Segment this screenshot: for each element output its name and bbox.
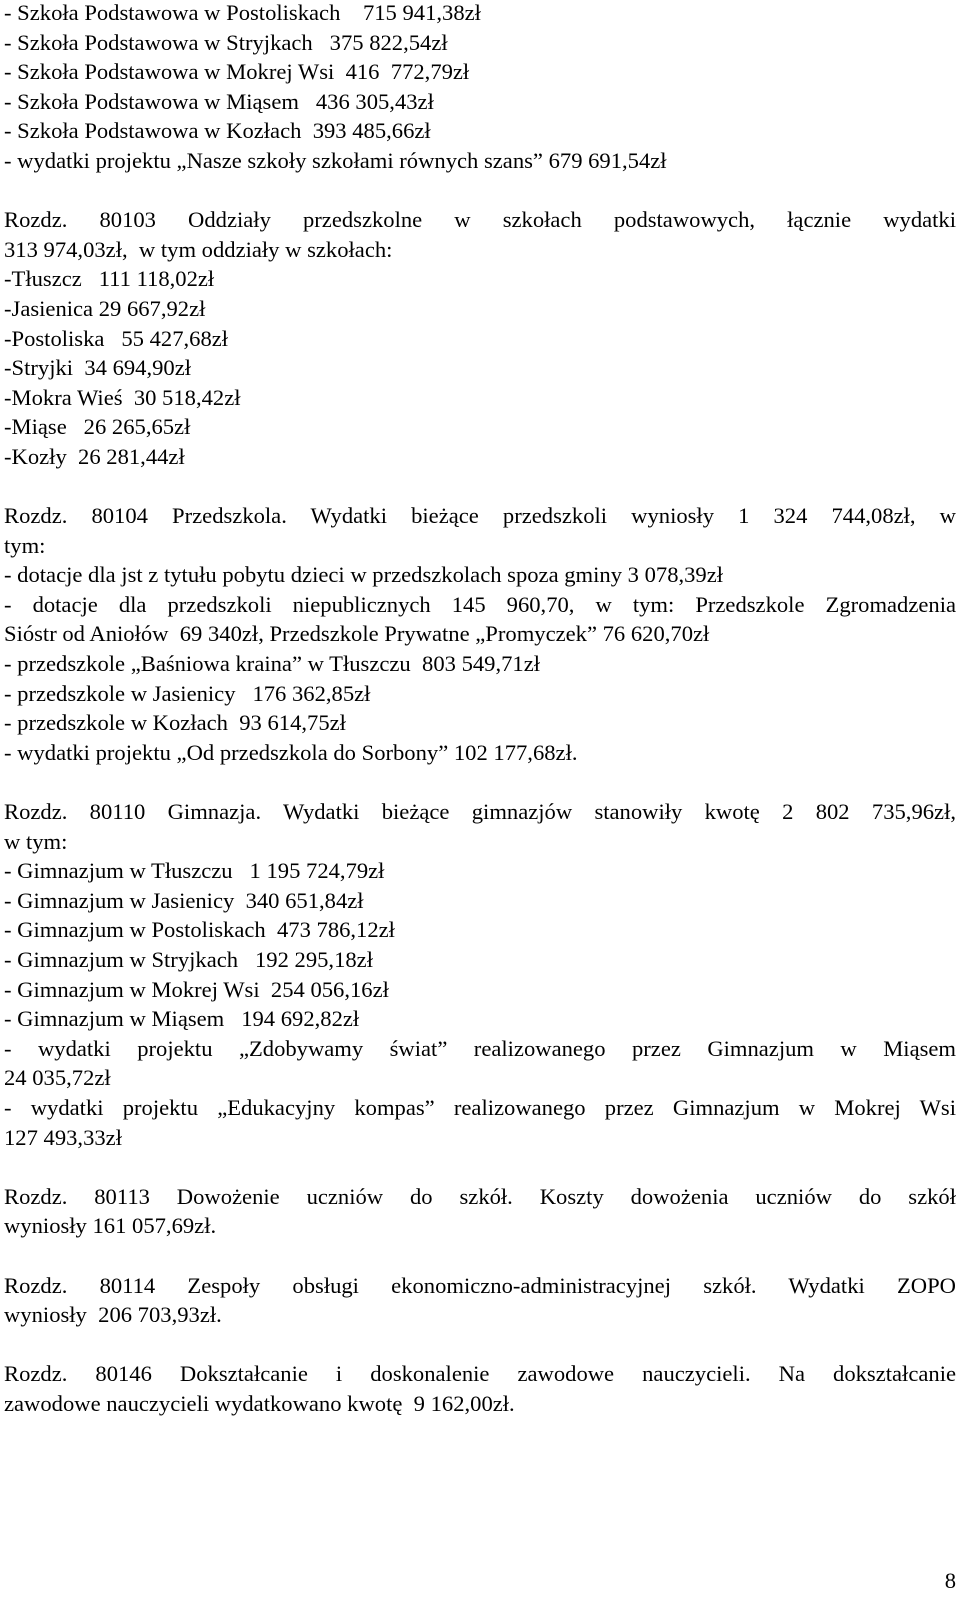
text-line: - Gimnazjum w Stryjkach 192 295,18zł	[4, 947, 373, 972]
text-line: - Gimnazjum w Miąsem 194 692,82zł	[4, 1006, 360, 1032]
text-line: - Gimnazjum w Postoliskach 473 786,12zł	[4, 917, 395, 943]
text-line: zawodowe nauczycieli wydatkowano kwotę 9 162,00zł.	[4, 1390, 515, 1416]
text-line: - Szkoła Podstawowa w Mokrej Wsi 416 772,79zł	[4, 59, 470, 85]
text-line: Rozdz. 80113 Dowożenie uczniów do szkół. Koszty dowożenia uczniów do szkół	[4, 1183, 956, 1209]
text-line: Rozdz. 80104 Przedszkola. Wydatki bieżące przedszkoli wyniosły 1 324 744,08zł, w	[4, 503, 956, 529]
section-rozdz-80114	[4, 1271, 956, 1330]
text-line: Rozdz. 80103 Oddziały przedszkolne w szkołach podstawowych, łącznie wydatki	[4, 207, 956, 233]
text-line: - Gimnazjum w Jasienicy 340 651,84zł	[4, 887, 364, 913]
paragraph-gap	[4, 176, 956, 206]
text-line: 313 974,03zł, w tym oddziały w szkołach:	[4, 236, 393, 262]
text-line: - Szkoła Podstawowa w Miąsem 436 305,43zł	[4, 88, 434, 114]
section-schools-end	[4, 0, 956, 176]
paragraph-gap	[4, 1330, 956, 1360]
text-line: - przedszkole „Baśniowa kraina” w Tłuszczu 803 549,71zł	[4, 651, 541, 677]
text-line: wyniosły 161 057,69zł.	[4, 1213, 217, 1239]
text-line: -Postoliska 55 427,68zł	[4, 325, 229, 351]
text-line: - dotacje dla jst z tytułu pobytu dzieci w przedszkolach spoza gminy 3 078,39zł	[4, 562, 724, 588]
text-line: - Szkoła Podstawowa w Stryjkach 375 822,54zł	[4, 29, 448, 55]
paragraph-gap	[4, 767, 956, 797]
section-rozdz-80113	[4, 1182, 956, 1241]
text-line: 127 493,33zł	[4, 1124, 122, 1150]
text-line: Rozdz. 80110 Gimnazja. Wydatki bieżące gimnazjów stanowiły kwotę 2 802 735,96zł,	[4, 799, 956, 825]
text-line: -Kozły 26 281,44zł	[4, 443, 185, 469]
text-line: -Jasienica 29 667,92zł	[4, 295, 206, 321]
page-number: 8	[944, 1568, 956, 1593]
text-line: - wydatki projektu „Od przedszkola do Sorbony” 102 177,68zł.	[4, 739, 578, 765]
text-line: 24 035,72zł	[4, 1065, 111, 1091]
paragraph-gap	[4, 472, 956, 502]
text-line: - Gimnazjum w Mokrej Wsi 254 056,16zł	[4, 976, 389, 1002]
section-rozdz-80146	[4, 1359, 956, 1418]
paragraph-gap	[4, 1241, 956, 1271]
section-rozdz-80104	[4, 501, 956, 767]
text-line: Rozdz. 80146 Dokształcanie i doskonalenie zawodowe nauczycieli. Na dokształcanie	[4, 1361, 956, 1387]
text-line: - Gimnazjum w Tłuszczu 1 195 724,79zł	[4, 858, 385, 884]
text-line: tym:	[4, 532, 46, 558]
text-line: -Miąse 26 265,65zł	[4, 414, 191, 440]
section-rozdz-80103	[4, 205, 956, 471]
document-body	[4, 0, 956, 1419]
paragraph-gap	[4, 1152, 956, 1182]
text-line: - Szkoła Podstawowa w Postoliskach 715 941,38zł	[4, 0, 481, 25]
text-line: -Mokra Wieś 30 518,42zł	[4, 384, 241, 410]
text-line: w tym:	[4, 828, 68, 854]
text-line: -Stryjki 34 694,90zł	[4, 355, 192, 381]
section-rozdz-80110	[4, 797, 956, 1152]
text-line: - wydatki projektu „Zdobywamy świat” realizowanego przez Gimnazjum w Miąsem	[4, 1035, 956, 1061]
text-line: Sióstr od Aniołów 69 340zł, Przedszkole Prywatne „Promyczek” 76 620,70zł	[4, 621, 710, 647]
text-line: - wydatki projektu „Edukacyjny kompas” realizowanego przez Gimnazjum w Mokrej Wsi	[4, 1094, 956, 1120]
text-line: - dotacje dla przedszkoli niepublicznych 145 960,70, w tym: Przedszkole Zgromadzenia	[4, 591, 956, 617]
text-line: - Szkoła Podstawowa w Kozłach 393 485,66zł	[4, 118, 431, 144]
text-line: Rozdz. 80114 Zespoły obsługi ekonomiczno-administracyjnej szkół. Wydatki ZOPO	[4, 1272, 956, 1298]
text-line: -Tłuszcz 111 118,02zł	[4, 266, 215, 292]
text-line: - wydatki projektu „Nasze szkoły szkołami równych szans” 679 691,54zł	[4, 147, 667, 173]
text-line: - przedszkole w Jasienicy 176 362,85zł	[4, 680, 371, 706]
text-line: wyniosły 206 703,93zł.	[4, 1302, 222, 1328]
text-line: - przedszkole w Kozłach 93 614,75zł	[4, 710, 346, 736]
